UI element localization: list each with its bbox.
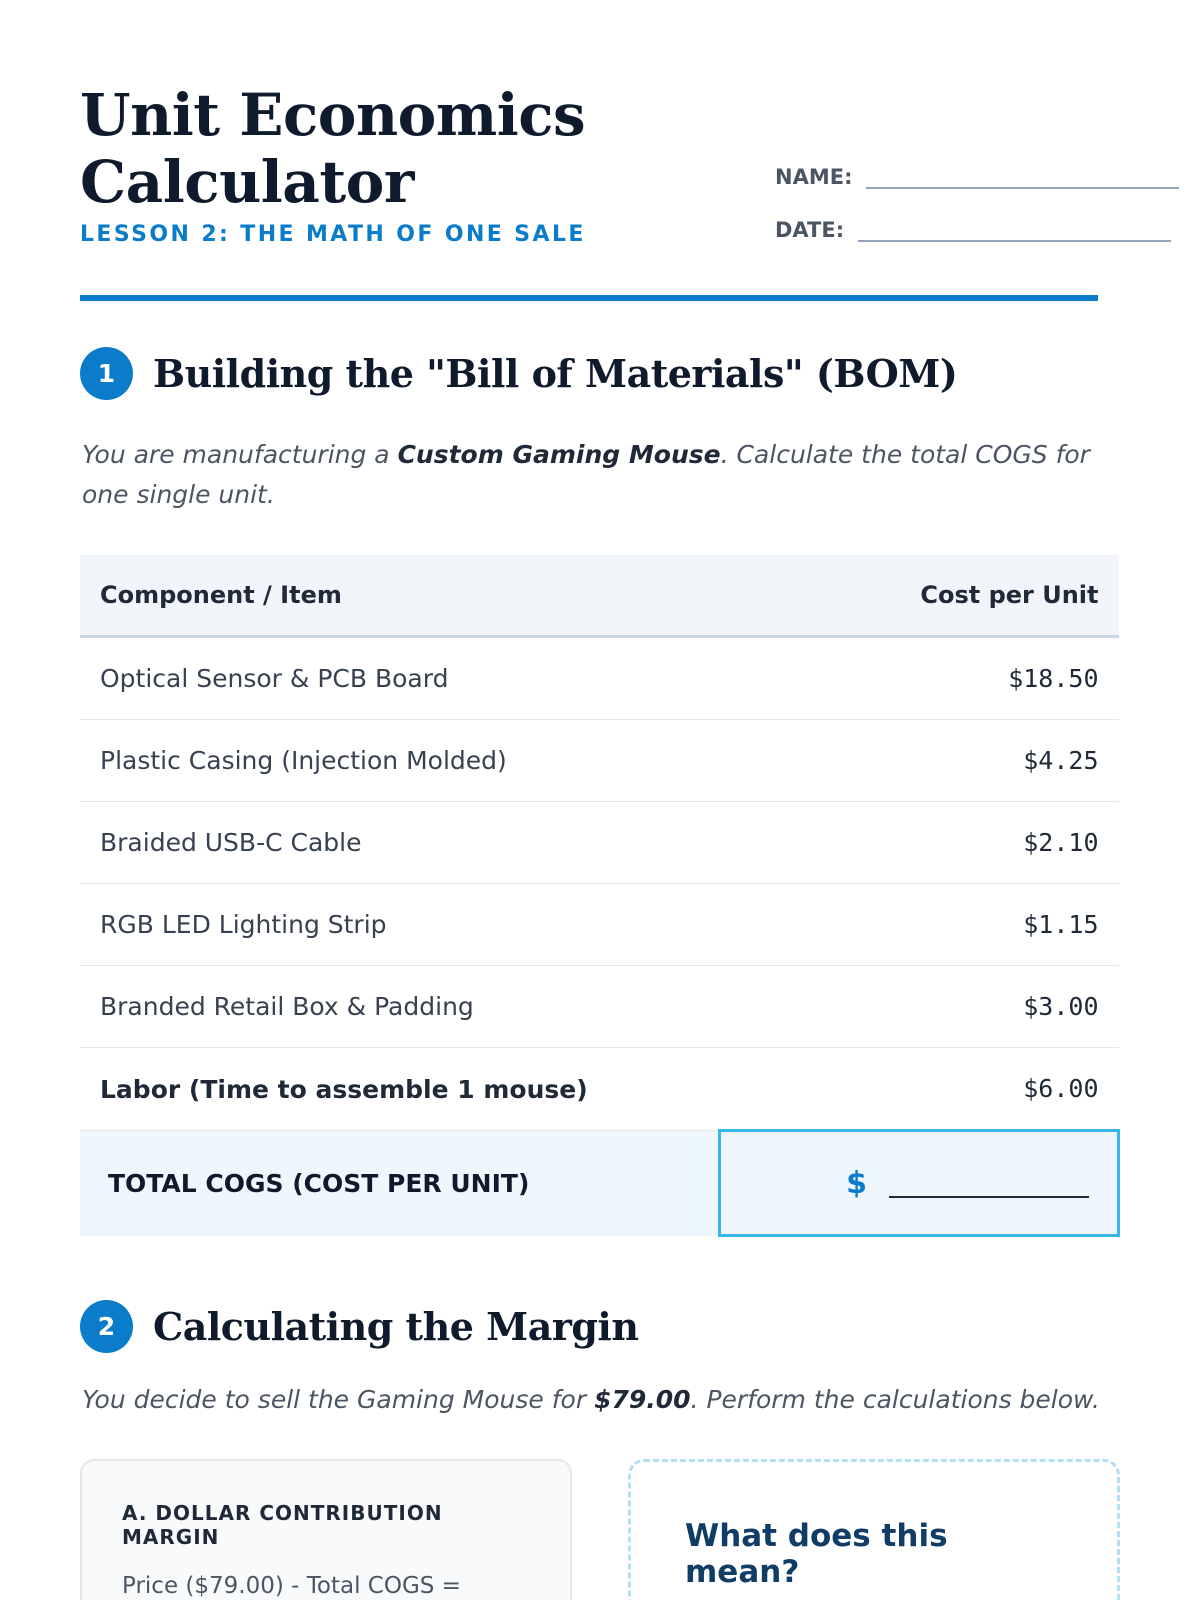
section-2-intro-post: . Perform the calculations below.: [690, 1385, 1100, 1414]
dollar-margin-card: [80, 1459, 572, 1600]
name-label: NAME:: [775, 165, 853, 189]
table-row: [80, 884, 1119, 966]
component-name: Optical Sensor & PCB Board: [80, 637, 720, 720]
table-row: [80, 637, 1119, 720]
column-header-cost: Cost per Unit: [720, 555, 1119, 637]
section-1-intro-pre: You are manufacturing a: [82, 440, 398, 469]
bom-header-row: [80, 555, 1119, 637]
component-cost: $2.10: [720, 802, 1119, 884]
component-name: RGB LED Lighting Strip: [80, 884, 720, 966]
section-1-title: Building the "Bill of Materials" (BOM): [153, 351, 958, 396]
worksheet-header: [80, 0, 1098, 300]
total-cogs-row: [80, 1131, 1119, 1236]
section-2-intro-pre: You decide to sell the Gaming Mouse for: [82, 1385, 595, 1414]
name-blank-line[interactable]: [866, 167, 1179, 189]
total-cogs-answer-box[interactable]: [720, 1131, 1119, 1236]
section-1-intro-post: . Calculate the total COGS for one single unit.: [82, 440, 1090, 509]
component-cost: $4.25: [720, 720, 1119, 802]
date-label: DATE:: [775, 218, 845, 242]
title-line-1: Unit Economics: [80, 81, 586, 149]
date-blank-line[interactable]: [858, 220, 1171, 242]
dollar-sign: $: [846, 1165, 867, 1201]
dollar-margin-formula: Price ($79.00) - Total COGS =: [122, 1573, 461, 1599]
section-2-title: Calculating the Margin: [153, 1304, 639, 1349]
explanation-card: [628, 1459, 1120, 1600]
total-cogs-label: TOTAL COGS (COST PER UNIT): [80, 1131, 720, 1236]
component-name: Labor (Time to assemble 1 mouse): [80, 1048, 720, 1131]
total-cogs-blank-line[interactable]: [889, 1168, 1089, 1198]
section-2-heading: [80, 1300, 638, 1353]
table-row: [80, 802, 1119, 884]
table-row: [80, 966, 1119, 1048]
section-1-instructions: [82, 435, 1102, 515]
component-name: Plastic Casing (Injection Molded): [80, 720, 720, 802]
component-name: Branded Retail Box & Padding: [80, 966, 720, 1048]
explanation-title: What does this mean?: [685, 1518, 948, 1590]
page-title: [80, 82, 585, 216]
name-field-row: [775, 165, 1179, 189]
table-row: [80, 720, 1119, 802]
bom-table: [80, 555, 1120, 1237]
title-line-2: Calculator: [80, 148, 414, 216]
column-header-item: Component / Item: [80, 555, 720, 637]
component-cost: $3.00: [720, 966, 1119, 1048]
header-divider: [80, 295, 1098, 301]
date-field-row: [775, 218, 1171, 242]
total-cogs-answer: [721, 1166, 1089, 1201]
component-cost: $18.50: [720, 637, 1119, 720]
lesson-subtitle: LESSON 2: THE MATH OF ONE SALE: [80, 222, 586, 247]
section-2-instructions: [82, 1380, 1102, 1420]
product-name: Custom Gaming Mouse: [397, 440, 721, 469]
table-row: [80, 1048, 1119, 1131]
component-cost: $6.00: [720, 1048, 1119, 1131]
section-1-heading: [80, 347, 957, 400]
component-cost: $1.15: [720, 884, 1119, 966]
component-name: Braided USB-C Cable: [80, 802, 720, 884]
dollar-margin-title: A. DOLLAR CONTRIBUTION MARGIN: [122, 1501, 443, 1549]
section-2-number-badge: 2: [80, 1300, 133, 1353]
section-1-number-badge: 1: [80, 347, 133, 400]
sale-price: $79.00: [594, 1385, 691, 1414]
